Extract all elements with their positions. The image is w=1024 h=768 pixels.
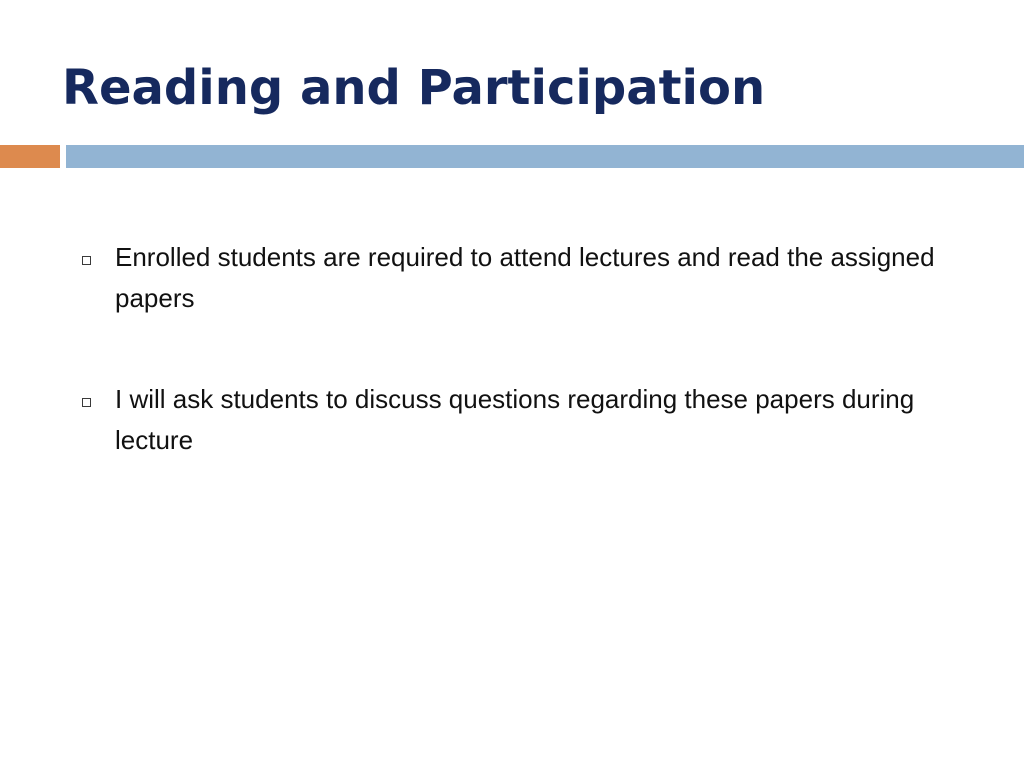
bullet-text: I will ask students to discuss questions regarding these papers during lecture [115,384,915,455]
bullet-text: Enrolled students are required to attend lectures and read the assigned papers [115,242,935,313]
hollow-square-bullet-icon [82,256,91,265]
bullet-item [80,237,980,319]
slide-title: Reading and Participation [62,60,766,116]
title-rule-bar [66,145,1024,168]
bullet-item [80,379,980,461]
hollow-square-bullet-icon [82,398,91,407]
bullet-list [80,237,980,521]
title-accent-bar [0,145,60,168]
